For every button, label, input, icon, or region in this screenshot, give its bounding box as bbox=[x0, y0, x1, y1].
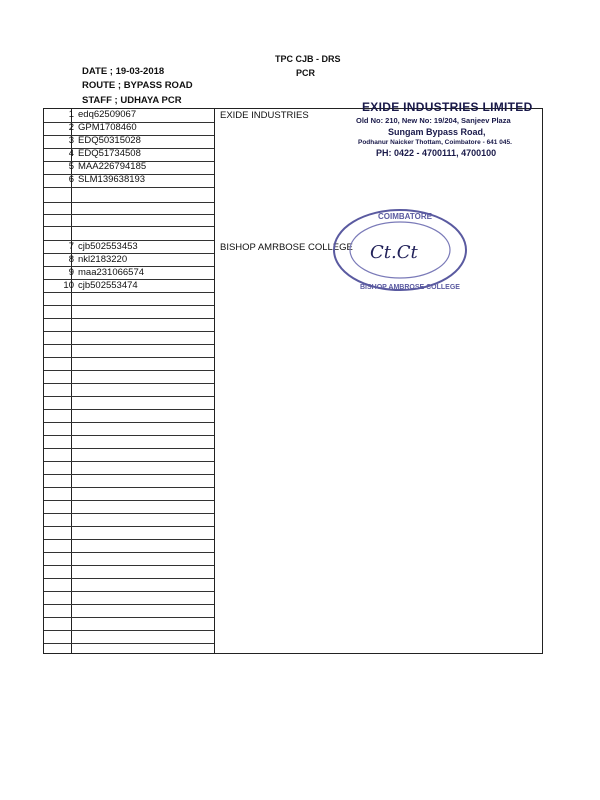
row-divider bbox=[44, 474, 214, 475]
column-divider-number bbox=[71, 109, 72, 653]
awb-number: nkl2183220 bbox=[78, 254, 128, 265]
row-divider bbox=[44, 643, 214, 644]
row-divider bbox=[44, 539, 214, 540]
row-divider bbox=[44, 187, 214, 188]
row-divider bbox=[44, 630, 214, 631]
customer-bishop-college: BISHOP AMRBOSE COLLEGE bbox=[220, 242, 353, 253]
awb-number: cjb502553474 bbox=[78, 280, 138, 291]
row-divider bbox=[44, 500, 214, 501]
awb-number: cjb502553453 bbox=[78, 241, 138, 252]
row-divider bbox=[44, 552, 214, 553]
row-divider bbox=[44, 292, 214, 293]
row-divider bbox=[44, 396, 214, 397]
customer-exide: EXIDE INDUSTRIES bbox=[220, 110, 309, 121]
row-divider bbox=[44, 383, 214, 384]
college-seal bbox=[330, 205, 470, 295]
row-divider bbox=[44, 604, 214, 605]
row-divider bbox=[44, 565, 214, 566]
awb-number: MAA226794185 bbox=[78, 161, 147, 172]
staff-line: STAFF ; UDHAYA PCR bbox=[82, 95, 182, 106]
stamp-address-line3: Podhanur Naicker Thottam, Coimbatore - 641 045. bbox=[358, 139, 512, 146]
report-title: TPC CJB - DRS bbox=[275, 54, 341, 64]
row-number: 1 bbox=[68, 109, 74, 120]
row-divider bbox=[44, 422, 214, 423]
row-number: 4 bbox=[68, 148, 74, 159]
date-line: DATE ; 19-03-2018 bbox=[82, 66, 165, 77]
row-divider bbox=[44, 214, 214, 215]
row-number: 7 bbox=[68, 241, 74, 252]
row-divider bbox=[44, 357, 214, 358]
row-number: 6 bbox=[68, 174, 74, 185]
awb-number: EDQ50315028 bbox=[78, 135, 141, 146]
awb-number: EDQ51734508 bbox=[78, 148, 141, 159]
seal-top-text: COIMBATORE bbox=[378, 212, 432, 221]
awb-number: SLM139638193 bbox=[78, 174, 146, 185]
row-divider bbox=[44, 202, 214, 203]
row-divider bbox=[44, 344, 214, 345]
report-subtitle: PCR bbox=[296, 68, 316, 78]
row-divider bbox=[44, 435, 214, 436]
route-line: ROUTE ; BYPASS ROAD bbox=[82, 80, 193, 91]
stamp-company-name: EXIDE INDUSTRIES LIMITED bbox=[362, 100, 533, 114]
row-divider bbox=[44, 305, 214, 306]
signature: Ct.Ct bbox=[370, 242, 418, 263]
row-divider bbox=[44, 226, 214, 227]
stamp-phone: PH: 0422 - 4700111, 4700100 bbox=[376, 148, 497, 158]
row-divider bbox=[44, 578, 214, 579]
awb-number: edq62509067 bbox=[78, 109, 137, 120]
row-divider bbox=[44, 409, 214, 410]
stamp-address-line2: Sungam Bypass Road, bbox=[388, 127, 486, 137]
row-number: 9 bbox=[68, 267, 74, 278]
row-number: 2 bbox=[68, 122, 74, 133]
seal-bottom-text: BISHOP AMBROSE COLLEGE bbox=[360, 284, 460, 291]
row-number: 10 bbox=[63, 280, 74, 291]
awb-number: maa231066574 bbox=[78, 267, 145, 278]
row-divider bbox=[44, 461, 214, 462]
row-divider bbox=[44, 591, 214, 592]
row-divider bbox=[44, 370, 214, 371]
row-divider bbox=[44, 331, 214, 332]
row-number: 3 bbox=[68, 135, 74, 146]
awb-number: GPM1708460 bbox=[78, 122, 137, 133]
stamp-address-line1: Old No: 210, New No: 19/204, Sanjeev Plaza bbox=[356, 116, 511, 125]
row-divider bbox=[44, 318, 214, 319]
row-divider bbox=[44, 617, 214, 618]
row-divider bbox=[44, 513, 214, 514]
delivery-table bbox=[43, 108, 543, 654]
row-number: 8 bbox=[68, 254, 74, 265]
row-divider bbox=[44, 526, 214, 527]
row-divider bbox=[44, 487, 214, 488]
row-divider bbox=[44, 448, 214, 449]
column-divider-awb bbox=[214, 109, 215, 653]
row-number: 5 bbox=[68, 161, 74, 172]
